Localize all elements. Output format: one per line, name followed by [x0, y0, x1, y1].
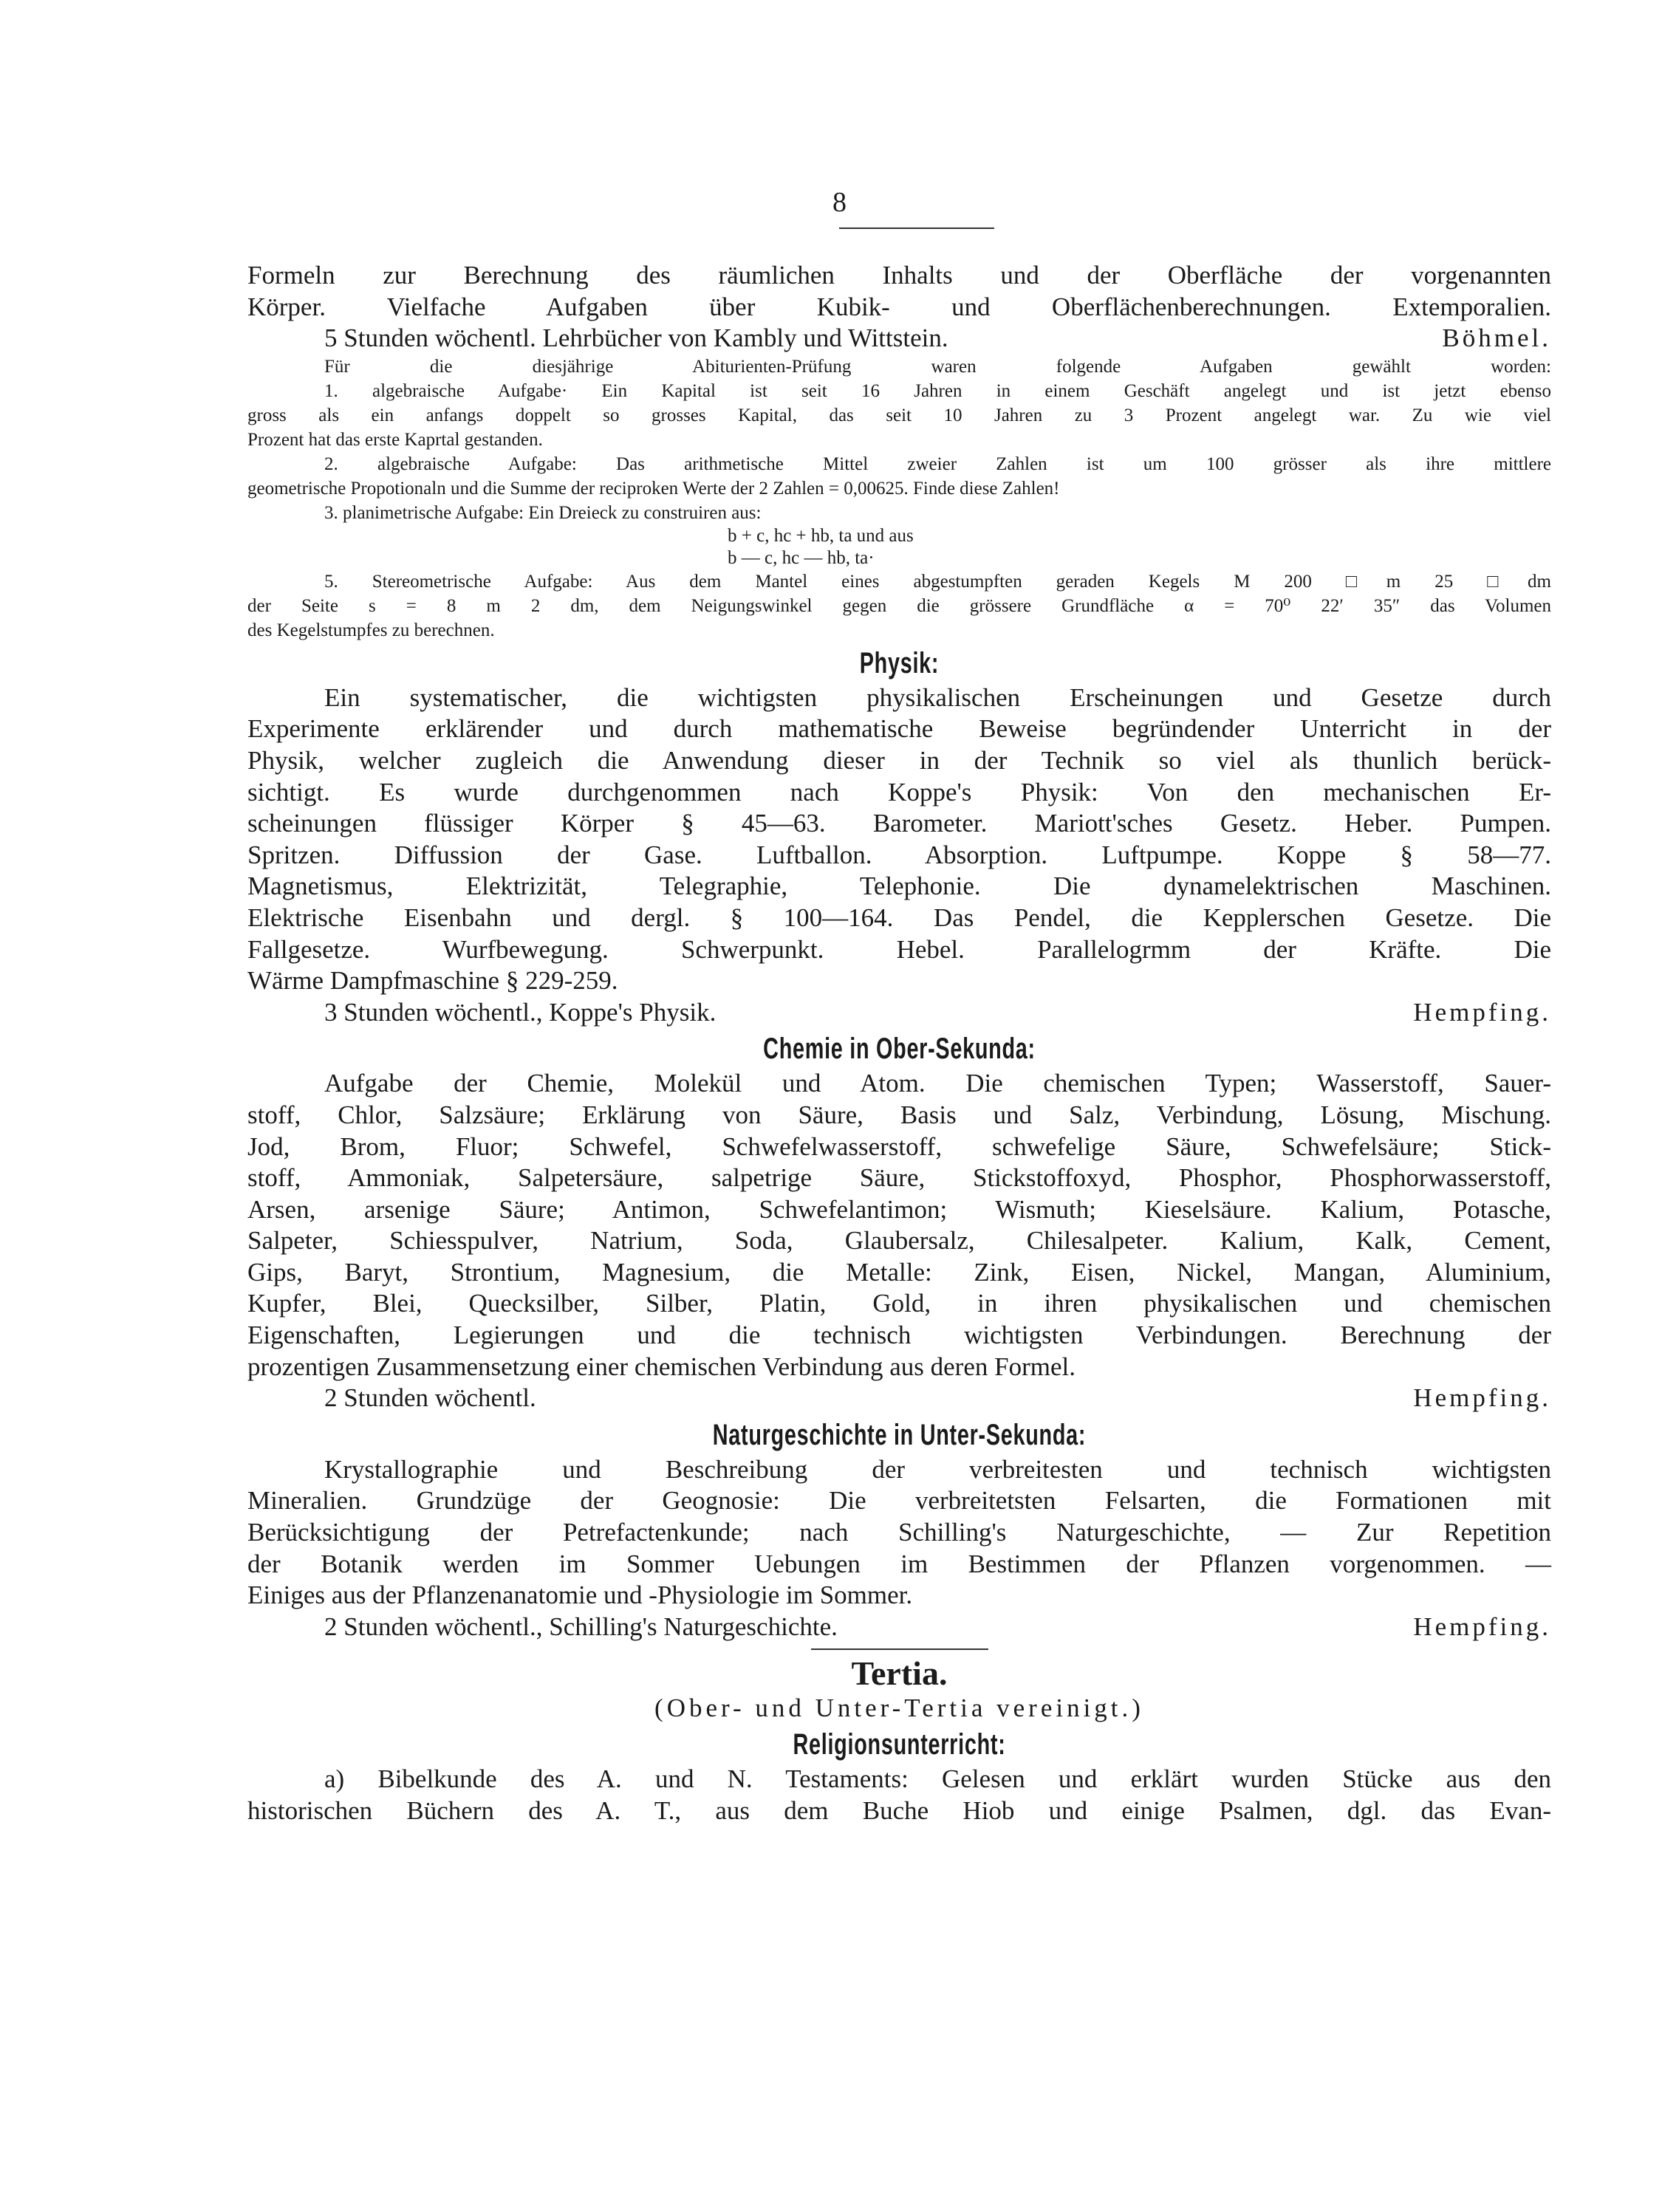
text-line: stoff, Ammoniak, Salpetersäure, salpetrige Säure, Stickstoffoxyd, Phosphor, Phosphorwasserstoff,	[247, 1163, 1551, 1193]
teacher-name: Hempfing.	[1413, 1383, 1551, 1413]
text-line: Eigenschaften, Legierungen und die technisch wichtigsten Verbindungen. Berechnung der	[247, 1321, 1551, 1350]
schedule-line	[247, 1612, 1551, 1643]
section-separator	[811, 1648, 988, 1650]
teacher-name: Hempfing.	[1413, 997, 1551, 1027]
text-line: Elektrische Eisenbahn und dergl. § 100—164. Das Pendel, die Kepplerschen Gesetze. Die	[247, 903, 1551, 932]
text-line: Kupfer, Blei, Quecksilber, Silber, Platin, Gold, in ihren physikalischen und chemischen	[247, 1289, 1551, 1318]
section-heading: Religionsunterricht:	[793, 1728, 1006, 1761]
formula-line: b — c, hc — hb, ta·	[728, 547, 875, 568]
text-line: Experimente erklärender und durch mathematische Beweise begründender Unterricht in der	[247, 714, 1551, 744]
text-line: Spritzen. Diffussion der Gase. Luftballon. Absorption. Luftpumpe. Koppe § 58—77.	[247, 840, 1551, 869]
exam-task-line: 2. algebraische Aufgabe: Das arithmetische Mittel zweier Zahlen ist um 100 grösser als ihre mittlere	[324, 453, 1551, 474]
text-line: Aufgabe der Chemie, Molekül und Atom. Die chemischen Typen; Wasserstoff, Sauer-	[324, 1069, 1551, 1098]
formula-line: b + c, hc + hb, ta und aus	[728, 525, 914, 546]
schedule-line	[247, 1383, 1551, 1414]
class-subtitle: (Ober- und Unter-Tertia vereinigt.)	[654, 1694, 1144, 1723]
text-line: Einiges aus der Pflanzenanatomie und -Physiologie im Sommer.	[247, 1581, 913, 1610]
exam-task-line: 1. algebraische Aufgabe· Ein Kapital ist seit 16 Jahren in einem Geschäft angelegt und ist jetzt ebenso	[324, 380, 1551, 401]
text-line: a) Bibelkunde des A. und N. Testaments: Gelesen und erklärt wurden Stücke aus den	[324, 1764, 1551, 1794]
text-line: prozentigen Zusammensetzung einer chemischen Verbindung aus deren Formel.	[247, 1352, 1076, 1381]
text-line: Krystallographie und Beschreibung der verbreitesten und technisch wichtigsten	[324, 1454, 1551, 1484]
text-line: Magnetismus, Elektrizität, Telegraphie, Telephonie. Die dynamelektrischen Maschinen.	[247, 872, 1551, 901]
schedule-text: 5 Stunden wöchentl. Lehrbücher von Kambly und Wittstein.	[324, 323, 948, 353]
text-line: Fallgesetze. Wurfbewegung. Schwerpunkt. Hebel. Parallelogrmm der Kräfte. Die	[247, 934, 1551, 964]
schedule-line	[247, 323, 1551, 355]
section-heading: Naturgeschichte in Unter-Sekunda:	[712, 1418, 1087, 1451]
text-line: Mineralien. Grundzüge der Geognosie: Die verbreitetsten Felsarten, die Formationen mit	[247, 1486, 1551, 1516]
exam-task-line: 5. Stereometrische Aufgabe: Aus dem Mantel eines abgestumpften geraden Kegels M 200 □m 25 □dm	[324, 571, 1551, 592]
teacher-name: Böhmel.	[1442, 323, 1551, 353]
text-line: Ein systematischer, die wichtigsten physikalischen Erscheinungen und Gesetze durch	[324, 682, 1551, 712]
text-line: Berücksichtigung der Petrefactenkunde; nach Schilling's Naturgeschichte, — Zur Repetition	[247, 1518, 1551, 1547]
schedule-text: 3 Stunden wöchentl., Koppe's Physik.	[324, 997, 717, 1027]
text-line: Jod, Brom, Fluor; Schwefel, Schwefelwasserstoff, schwefelige Säure, Schwefelsäure; Stick-	[247, 1131, 1551, 1161]
exam-task-line: gross als ein anfangs doppelt so grosses Kapital, das seit 10 Jahren zu 3 Prozent angelegt war. Zu wie viel	[247, 405, 1551, 425]
text-line: Gips, Baryt, Strontium, Magnesium, die Metalle: Zink, Eisen, Nickel, Mangan, Aluminium,	[247, 1257, 1551, 1287]
text-line: Wärme Dampfmaschine § 229-259.	[247, 966, 618, 996]
schedule-text: 2 Stunden wöchentl., Schilling's Naturgeschichte.	[324, 1612, 838, 1641]
text-line: scheinungen flüssiger Körper § 45—63. Barometer. Mariott'sches Gesetz. Heber. Pumpen.	[247, 809, 1551, 838]
text-line: Körper. Vielfache Aufgaben über Kubik- und Oberflächenberechnungen. Extemporalien.	[247, 292, 1551, 321]
section-heading: Chemie in Ober-Sekunda:	[763, 1033, 1036, 1066]
text-line: sichtigt. Es wurde durchgenommen nach Koppe's Physik: Von den mechanischen Er-	[247, 777, 1551, 807]
exam-task-line: des Kegelstumpfes zu berechnen.	[247, 620, 495, 640]
text-line: Formeln zur Berechnung des räumlichen Inhalts und der Oberfläche der vorgenannten	[247, 261, 1551, 290]
page-number: 8	[832, 187, 847, 218]
exam-task-line: der Seite s = 8 m 2 dm, dem Neigungswinkel gegen die grössere Grundfläche α = 70⁰ 22′ 35″ das Volumen	[247, 595, 1551, 616]
exam-task-line: 3. planimetrische Aufgabe: Ein Dreieck zu construiren aus:	[324, 502, 762, 523]
text-line: Salpeter, Schiesspulver, Natrium, Soda, Glaubersalz, Chilesalpeter. Kalium, Kalk, Cement,	[247, 1226, 1551, 1256]
text-line: historischen Büchern des A. T., aus dem Buche Hiob und einige Psalmen, dgl. das Evan-	[247, 1796, 1551, 1825]
exam-task-line: geometrische Propotionaln und die Summe der reciproken Werte der 2 Zahlen = 0,00625. Finde diese Zahlen!	[247, 478, 1060, 499]
section-heading: Physik:	[859, 646, 940, 679]
text-line: stoff, Chlor, Salzsäure; Erklärung von Säure, Basis und Salz, Verbindung, Lösung, Mischung.	[247, 1100, 1551, 1129]
exam-task-line: Für die diesjährige Abiturienten-Prüfung waren folgende Aufgaben gewählt worden:	[324, 356, 1551, 377]
text-line: Arsen, arsenige Säure; Antimon, Schwefelantimon; Wismuth; Kieselsäure. Kalium, Potasche,	[247, 1194, 1551, 1224]
teacher-name: Hempfing.	[1413, 1612, 1551, 1641]
text-line: der Botanik werden im Sommer Uebungen im Bestimmen der Pflanzen vorgenommen. —	[247, 1549, 1551, 1578]
exam-task-line: Prozent hat das erste Kaprtal gestanden.	[247, 429, 543, 450]
class-title: Tertia.	[851, 1654, 948, 1693]
schedule-text: 2 Stunden wöchentl.	[324, 1383, 536, 1413]
page-body	[247, 260, 1551, 1827]
text-line: Physik, welcher zugleich die Anwendung dieser in der Technik so viel als thunlich berück-	[247, 745, 1551, 775]
page-number-rule	[839, 227, 994, 229]
schedule-line	[247, 997, 1551, 1029]
